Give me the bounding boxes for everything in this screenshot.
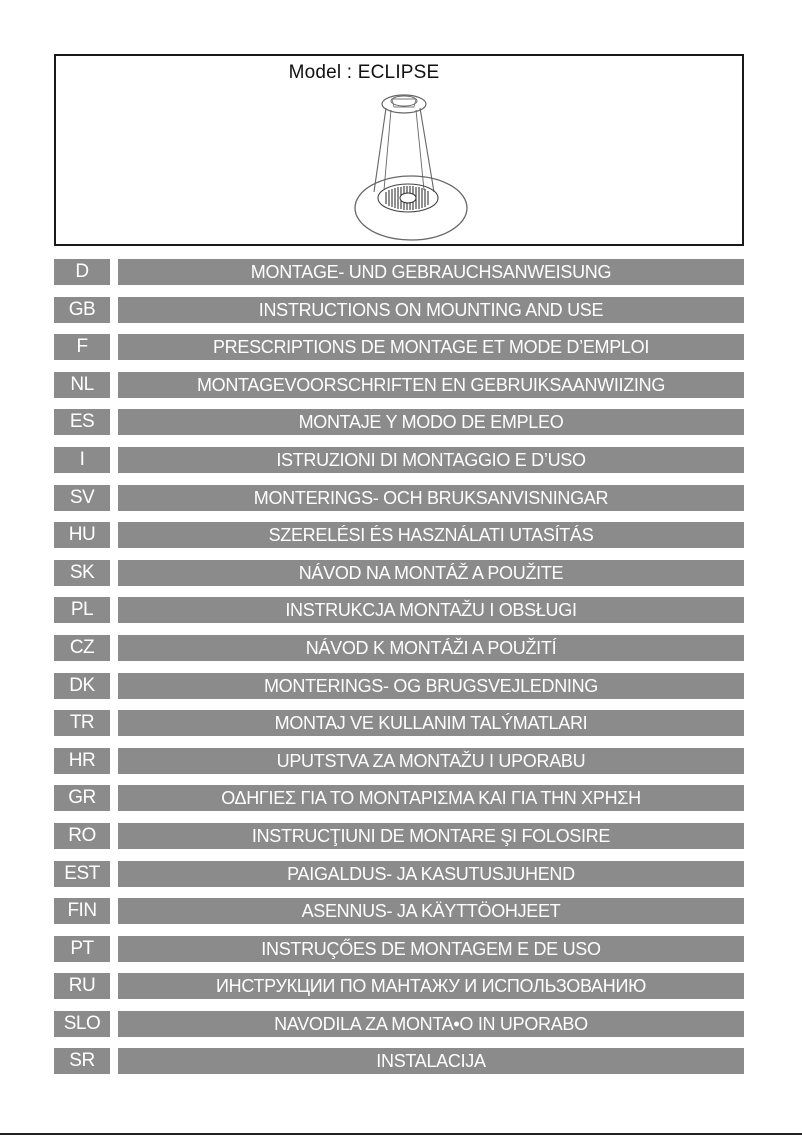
language-code: PT xyxy=(54,936,110,962)
language-title: NÁVOD K MONTÁŽI A POUŽITÍ xyxy=(118,635,744,661)
language-row xyxy=(54,710,744,736)
language-title: PRESCRIPTIONS DE MONTAGE ET MODE D’EMPLOI xyxy=(118,334,744,360)
language-code: HR xyxy=(54,748,110,774)
language-code: SR xyxy=(54,1048,110,1074)
language-code: NL xyxy=(54,372,110,398)
language-title: ИНСТРУКЦИИ ПО МАНТАЖУ И ИСПОЛЬЗОВАНИЮ xyxy=(118,973,744,999)
language-code: SLO xyxy=(54,1011,110,1037)
language-row xyxy=(54,973,744,999)
language-title: PAIGALDUS- JA KASUTUSJUHEND xyxy=(118,861,744,887)
language-title: NAVODILA ZA MONTA•O IN UPORABO xyxy=(118,1011,744,1037)
language-row xyxy=(54,635,744,661)
language-row xyxy=(54,673,744,699)
language-code: FIN xyxy=(54,898,110,924)
language-row xyxy=(54,748,744,774)
language-row xyxy=(54,785,744,811)
language-row xyxy=(54,898,744,924)
language-row xyxy=(54,861,744,887)
language-row xyxy=(54,522,744,548)
language-title: INSTRUCTIONS ON MOUNTING AND USE xyxy=(118,297,744,323)
language-row xyxy=(54,560,744,586)
language-title: MONTAJ VE KULLANIM TALÝMATLARI xyxy=(118,710,744,736)
language-code: SK xyxy=(54,560,110,586)
language-title: MONTAGE- UND GEBRAUCHSANWEISUNG xyxy=(118,259,744,285)
language-title: INSTRUCŢIUNI DE MONTARE ŞI FOLOSIRE xyxy=(118,823,744,849)
language-title: NÁVOD NA MONTÁŽ A POUŽITE xyxy=(118,560,744,586)
language-code: CZ xyxy=(54,635,110,661)
language-code: SV xyxy=(54,485,110,511)
language-code: I xyxy=(54,447,110,473)
language-code: PL xyxy=(54,597,110,623)
language-title: ISTRUZIONI DI MONTAGGIO E D’USO xyxy=(118,447,744,473)
language-row xyxy=(54,823,744,849)
language-title: INSTRUÇŐES DE MONTAGEM E DE USO xyxy=(118,936,744,962)
language-row xyxy=(54,334,744,360)
language-code: F xyxy=(54,334,110,360)
language-code: RU xyxy=(54,973,110,999)
language-title: MONTERINGS- OCH BRUKSANVISNINGAR xyxy=(118,485,744,511)
language-title: MONTAJE Y MODO DE EMPLEO xyxy=(118,409,744,435)
language-row xyxy=(54,1048,744,1074)
language-list xyxy=(54,259,744,1086)
language-code: DK xyxy=(54,673,110,699)
language-title: MONTERINGS- OG BRUGSVEJLEDNING xyxy=(118,673,744,699)
language-title: UPUTSTVA ZA MONTAŽU I UPORABU xyxy=(118,748,744,774)
language-code: HU xyxy=(54,522,110,548)
language-title: SZERELÉSI ÉS HASZNÁLATI UTASÍTÁS xyxy=(118,522,744,548)
language-code: D xyxy=(54,259,110,285)
language-code: GB xyxy=(54,297,110,323)
language-code: GR xyxy=(54,785,110,811)
language-row xyxy=(54,1011,744,1037)
language-row xyxy=(54,447,744,473)
language-title: INSTALACIJA xyxy=(118,1048,744,1074)
language-row xyxy=(54,372,744,398)
language-code: EST xyxy=(54,861,110,887)
model-title: Model : ECLIPSE xyxy=(288,62,440,83)
language-title: ASENNUS- JA KÄYTTÖOHJEET xyxy=(118,898,744,924)
language-code: RO xyxy=(54,823,110,849)
language-code: ES xyxy=(54,409,110,435)
bottom-divider xyxy=(0,1133,802,1135)
language-row xyxy=(54,485,744,511)
language-row xyxy=(54,297,744,323)
language-code: TR xyxy=(54,710,110,736)
language-row xyxy=(54,936,744,962)
pendant-lamp-illustration xyxy=(336,86,486,246)
language-title: ΟΔΗΓΙΕΣ ΓΙΑ ΤΟ ΜΟΝΤΑΡΙΣΜΑ ΚΑΙ ΓΙΑ ΤΗΝ ΧΡΗΣΗ xyxy=(118,785,744,811)
cover-frame xyxy=(54,54,744,246)
language-row xyxy=(54,597,744,623)
language-title: MONTAGEVOORSCHRIFTEN EN GEBRUIKSAANWIIZING xyxy=(118,372,744,398)
language-row xyxy=(54,259,744,285)
language-title: INSTRUKCJA MONTAŽU I OBSŁUGI xyxy=(118,597,744,623)
language-row xyxy=(54,409,744,435)
